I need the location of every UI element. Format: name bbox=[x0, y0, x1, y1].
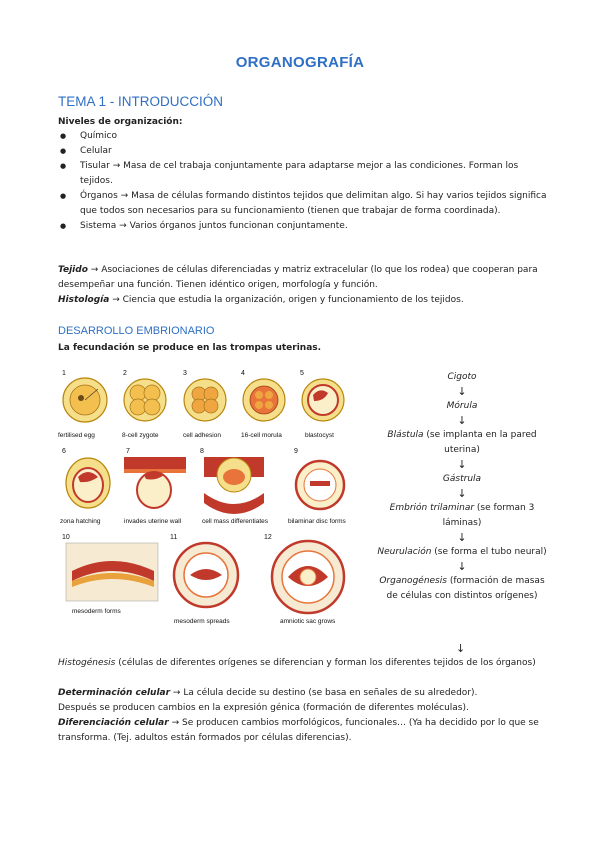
svg-text:7: 7 bbox=[126, 448, 130, 455]
development-flow bbox=[376, 370, 548, 604]
stage-4-16-cell-morula bbox=[241, 370, 285, 439]
svg-text:2: 2 bbox=[123, 370, 127, 377]
histologia-definition: Histología → Ciencia que estudia la organización, origen y funcionamiento de los tejidos. bbox=[58, 295, 464, 305]
tejido-definition: Tejido → Asociaciones de células diferenciadas y matriz extracelular (lo que los rodea) que cooperan para desempeñar una función. Tienen idéntico origen, morfología y función. bbox=[58, 265, 538, 290]
stage-10-mesoderm-forms bbox=[62, 534, 158, 615]
section-heading-embryo: DESARROLLO EMBRIONARIO bbox=[58, 325, 215, 337]
stage-12-amniotic-sac-grows bbox=[264, 534, 344, 625]
svg-text:invades uterine wall: invades uterine wall bbox=[124, 518, 182, 525]
diferenciacion-term: Diferenciación celular bbox=[58, 718, 169, 728]
determinacion-text: Determinación celular → La célula decide su destino (se basa en señales de su alrededor). bbox=[58, 688, 478, 698]
svg-text:mesoderm spreads: mesoderm spreads bbox=[174, 618, 230, 625]
stage-5-blastocyst bbox=[300, 370, 344, 439]
svg-text:4: 4 bbox=[241, 370, 245, 377]
svg-text:zona hatching: zona hatching bbox=[60, 518, 101, 525]
stage-2-8-cell-zygote bbox=[122, 370, 166, 439]
histogenesis-term: Histogénesis bbox=[58, 658, 116, 668]
stage-3-cell-adhesion bbox=[183, 370, 226, 439]
embryo-illustration bbox=[58, 365, 370, 655]
svg-text:blastocyst: blastocyst bbox=[305, 432, 334, 439]
svg-text:amniotic sac grows: amniotic sac grows bbox=[280, 618, 336, 625]
svg-text:cell adhesion: cell adhesion bbox=[183, 432, 221, 439]
down-arrow-icon: ↓ bbox=[457, 385, 467, 398]
flow-step: Neurulación (se forma el tubo neural) bbox=[377, 547, 547, 557]
stage-11-mesoderm-spreads bbox=[170, 534, 238, 625]
svg-text:11: 11 bbox=[170, 534, 178, 541]
flow-step: Blástula (se implanta en la pared uterina) bbox=[387, 430, 537, 455]
fecundacion-text: La fecundación se produce en las trompas uterinas. bbox=[58, 343, 322, 353]
tejido-term: Tejido bbox=[58, 265, 88, 275]
svg-text:bilaminar disc forms: bilaminar disc forms bbox=[288, 518, 346, 525]
svg-text:1: 1 bbox=[62, 370, 66, 377]
despues-text: Después se producen cambios en la expresión génica (formación de diferentes moléculas). bbox=[58, 703, 469, 713]
histologia-text: Ciencia que estudia la organización, origen y funcionamiento de los tejidos. bbox=[122, 295, 464, 305]
stage-6-zona-hatching bbox=[60, 448, 110, 525]
down-arrow-icon: ↓ bbox=[457, 414, 467, 427]
flow-step: Gástrula bbox=[442, 474, 482, 484]
stage-8-cell-mass-differentiates bbox=[200, 448, 269, 525]
list-item: ● Tisular → Masa de cel trabaja conjuntamente para adaptarse mejor a las condiciones. Forman los tejidos. bbox=[58, 159, 548, 189]
svg-text:10: 10 bbox=[62, 534, 70, 541]
list-item: ● Celular bbox=[58, 144, 548, 159]
list-item: ● Órganos → Masa de células formando distintos tejidos que delimitan algo. Si hay varios tejidos significa que todos son necesarios para su funcionamiento (tienen que trabajar de forma coordinada). bbox=[58, 189, 548, 219]
down-arrow-icon: ↓ bbox=[456, 642, 466, 655]
svg-text:cell mass differentiates: cell mass differentiates bbox=[202, 518, 268, 525]
svg-text:mesoderm forms: mesoderm forms bbox=[72, 608, 121, 615]
svg-text:12: 12 bbox=[264, 534, 272, 541]
levels-list bbox=[58, 129, 548, 234]
diferenciacion-text: Diferenciación celular → Se producen cambios morfológicos, funcionales… (Ya ha decidido por lo que se transforma. (Tej. adultos están formados por células diferencias). bbox=[58, 718, 539, 743]
svg-text:3: 3 bbox=[183, 370, 187, 377]
stage-1-fertilised-egg bbox=[58, 370, 107, 439]
svg-text:fertilised egg: fertilised egg bbox=[58, 432, 95, 439]
down-arrow-icon: ↓ bbox=[457, 531, 467, 544]
svg-text:16-cell morula: 16-cell morula bbox=[241, 432, 282, 439]
determinacion-term: Determinación celular bbox=[58, 688, 171, 698]
svg-text:9: 9 bbox=[294, 448, 298, 455]
svg-text:8-cell zygote: 8-cell zygote bbox=[122, 432, 159, 439]
list-item: ● Químico bbox=[58, 129, 548, 144]
down-arrow-icon: ↓ bbox=[457, 487, 467, 500]
page-title: ORGANOGRAFÍA bbox=[235, 54, 365, 71]
flow-step: Cigoto bbox=[447, 372, 477, 382]
flow-step: Organogénesis (formación de masas de células con distintos orígenes) bbox=[379, 576, 545, 601]
stage-7-invades-uterine-wall bbox=[124, 448, 186, 525]
svg-text:8: 8 bbox=[200, 448, 204, 455]
down-arrow-icon: ↓ bbox=[457, 458, 467, 471]
flow-step: Mórula bbox=[446, 401, 478, 411]
levels-intro: Niveles de organización: bbox=[58, 117, 183, 127]
flow-step: Embrión trilaminar (se forman 3 láminas) bbox=[389, 503, 535, 528]
histologia-term: Histología bbox=[58, 295, 110, 305]
down-arrow-icon: ↓ bbox=[457, 560, 467, 573]
svg-text:6: 6 bbox=[62, 448, 66, 455]
stage-9-bilaminar-disc-forms bbox=[288, 448, 347, 525]
histogenesis-text: Histogénesis (células de diferentes orígenes se diferencian y forman los diferentes tejidos de los órganos) bbox=[58, 658, 536, 668]
svg-text:5: 5 bbox=[300, 370, 304, 377]
tejido-text: Asociaciones de células diferenciadas y matriz extracelular (lo que los rodea) que cooperan para desempeñar una función. Tienen idéntico origen, morfología y función. bbox=[58, 265, 538, 290]
section-heading-intro: TEMA 1 - INTRODUCCIÓN bbox=[58, 94, 224, 109]
embryo-development-figure bbox=[58, 365, 370, 655]
list-item: ● Sistema → Varios órganos juntos funcionan conjuntamente. bbox=[58, 219, 548, 234]
